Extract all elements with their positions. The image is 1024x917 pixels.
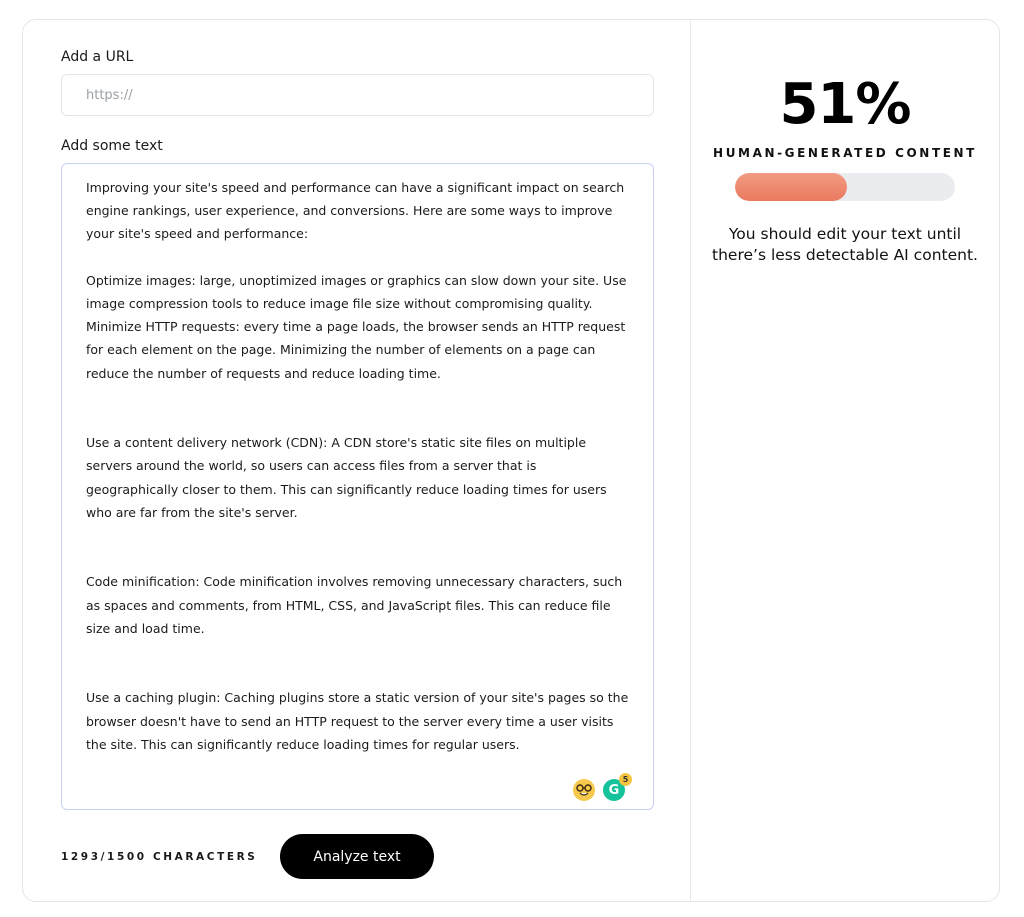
text-content: Improving your site's speed and performance can have a significant impact on search engine rankings, user experience, and conversions. Here are some ways to improve your site's speed and performance: Optimize images: large, unoptimized images or graphics can slow down your site. Use image compression tools to reduce image file size without compromising quality. Minimize HTTP requests: every time a page loads, the browser sends an HTTP request for each element on the page. Minimizing the number of elements on a page can reduce the number of requests and reduce loading time. Use a content delivery network (CDN): A CDN store's static site files on multiple servers around the world, so users can access files from a server that is geographically closer to them. This can significantly reduce loading times for users who are far from the site's server. Code minification: Code minification involves removing unnecessary characters, such as spaces and comments, from HTML, CSS, and JavaScript files. This can reduce file size and load time. Use a caching plugin: Caching plugins store a static version of your site's pages so the browser doesn't have to send an HTTP request to the server every time a user visits the site. This can significantly reduce loading times for regular users. [86, 180, 629, 752]
character-count: 1293/1500 CHARACTERS [61, 851, 258, 863]
text-input[interactable] [61, 163, 654, 810]
score-progress-fill [735, 173, 847, 201]
text-label: Add some text [61, 138, 163, 154]
input-panel [23, 20, 691, 901]
url-label: Add a URL [61, 49, 134, 65]
ai-detector-card [22, 19, 1000, 902]
url-input[interactable] [61, 74, 654, 116]
analyze-text-button[interactable]: Analyze text [280, 834, 434, 879]
grammarly-badge: 5 [619, 773, 632, 786]
result-message: You should edit your text until there’s less detectable AI content. [712, 225, 978, 264]
score-progress-bar [735, 173, 955, 201]
extension-icons [573, 775, 629, 801]
nerd-face-icon[interactable] [573, 779, 595, 801]
grammarly-letter: G [608, 782, 620, 798]
result-panel [691, 20, 999, 901]
score-label: HUMAN-GENERATED CONTENT [713, 146, 977, 160]
score-value: 51% [779, 72, 911, 137]
grammarly-icon[interactable] [603, 775, 629, 801]
